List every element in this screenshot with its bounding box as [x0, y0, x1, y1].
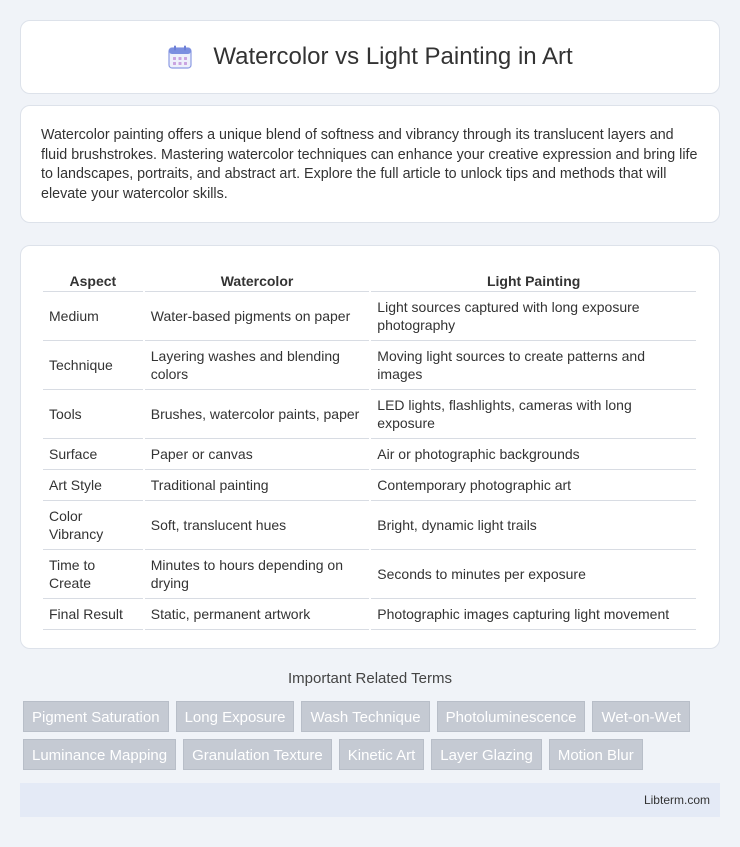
table-cell: Light sources captured with long exposure photography [371, 292, 696, 341]
table-cell: Paper or canvas [145, 439, 370, 470]
table-cell: Tools [43, 390, 143, 439]
tag-pigment-saturation[interactable]: Pigment Saturation [23, 701, 169, 732]
tag-layer-glazing[interactable]: Layer Glazing [431, 739, 542, 770]
comparison-table [41, 266, 698, 630]
footer [20, 783, 720, 817]
table-cell: Bright, dynamic light trails [371, 501, 696, 550]
column-header-light-painting: Light Painting [371, 266, 696, 292]
table-cell: LED lights, flashlights, cameras with long exposure [371, 390, 696, 439]
table-row [43, 439, 696, 470]
table-row [43, 292, 696, 341]
table-cell: Brushes, watercolor paints, paper [145, 390, 370, 439]
title-wrap [167, 43, 572, 71]
table-cell: Air or photographic backgrounds [371, 439, 696, 470]
table-cell: Photographic images capturing light movement [371, 599, 696, 630]
intro-card [20, 105, 720, 223]
tag-photoluminescence[interactable]: Photoluminescence [437, 701, 586, 732]
column-header-watercolor: Watercolor [145, 266, 370, 292]
table-cell: Minutes to hours depending on drying [145, 550, 370, 599]
table-row [43, 341, 696, 390]
related-terms-heading: Important Related Terms [288, 670, 452, 687]
table-cell: Layering washes and blending colors [145, 341, 370, 390]
tag-long-exposure[interactable]: Long Exposure [176, 701, 295, 732]
header-card [20, 20, 720, 94]
footer-brand-link[interactable]: Libterm.com [643, 793, 710, 807]
table-cell: Seconds to minutes per exposure [371, 550, 696, 599]
table-header-row [43, 266, 696, 292]
table-cell: Medium [43, 292, 143, 341]
tag-granulation-texture[interactable]: Granulation Texture [183, 739, 332, 770]
table-cell: Static, permanent artwork [145, 599, 370, 630]
table-row [43, 599, 696, 630]
intro-paragraph: Watercolor painting offers a unique blend of softness and vibrancy through its translucent layers and fluid brushstrokes. Mastering watercolor techniques can enhance your creative expression and bring life to landscapes, portraits, and abstract art. Explore the full article to unlock tips and methods that will elevate your watercolor skills. [41, 127, 698, 202]
table-row [43, 390, 696, 439]
column-header-aspect: Aspect [43, 266, 143, 292]
table-cell: Art Style [43, 470, 143, 501]
page-title: Watercolor vs Light Painting in Art [213, 43, 573, 70]
table-cell: Technique [43, 341, 143, 390]
tag-luminance-mapping[interactable]: Luminance Mapping [23, 739, 176, 770]
table-cell: Soft, translucent hues [145, 501, 370, 550]
table-row [43, 470, 696, 501]
table-cell: Final Result [43, 599, 143, 630]
table-cell: Surface [43, 439, 143, 470]
related-terms-tags [23, 701, 723, 770]
tag-wash-technique[interactable]: Wash Technique [301, 701, 429, 732]
table-cell: Moving light sources to create patterns and images [371, 341, 696, 390]
table-row [43, 550, 696, 599]
table-cell: Contemporary photographic art [371, 470, 696, 501]
table-cell: Color Vibrancy [43, 501, 143, 550]
tag-wet-on-wet[interactable]: Wet-on-Wet [592, 701, 689, 732]
tag-kinetic-art[interactable]: Kinetic Art [339, 739, 425, 770]
calendar-icon [167, 44, 193, 70]
tag-motion-blur[interactable]: Motion Blur [549, 739, 643, 770]
table-cell: Water-based pigments on paper [145, 292, 370, 341]
comparison-table-card [20, 245, 720, 649]
table-cell: Traditional painting [145, 470, 370, 501]
table-row [43, 501, 696, 550]
table-cell: Time to Create [43, 550, 143, 599]
